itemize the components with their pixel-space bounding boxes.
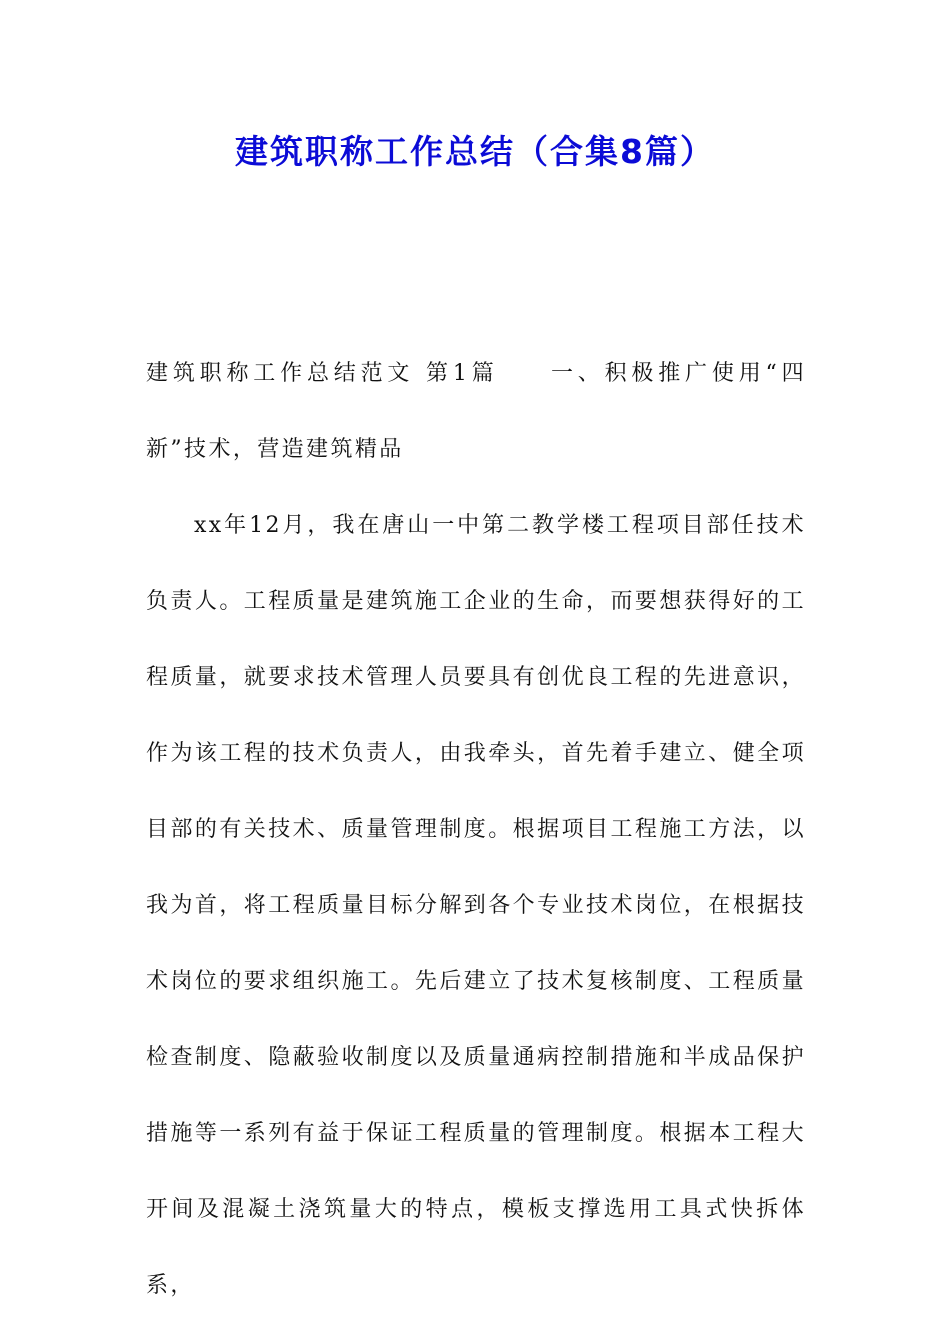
section-label: 建筑职称工作总结范文 第1篇 xyxy=(146,361,499,386)
document-body xyxy=(146,336,806,1324)
section-heading: 一、积极推广使用“四新”技术，营造建筑精品 xyxy=(146,361,806,462)
paragraph: xx年12月，我在唐山一中第二教学楼工程项目部任技术负责人。工程质量是建筑施工企业的生命，而要想获得好的工程质量，就要求技术管理人员要具有创优良工程的先进意识，作为该工程的技术负责人，由我牵头，首先着手建立、健全项目部的有关技术、质量管理制度。根据项目工程施工方法，以我为首，将工程质量目标分解到各个专业技术岗位，在根据技术岗位的要求组织施工。先后建立了技术复核制度、工程质量检查制度、隐蔽验收制度以及质量通病控制措施和半成品保护措施等一系列有益于保证工程质量的管理制度。根据本工程大开间及混凝土浇筑量大的特点，模板支撑选用工具式快拆体系， xyxy=(146,513,806,1298)
document-title: 建筑职称工作总结（合集8篇） xyxy=(235,132,715,171)
section-heading-line xyxy=(146,336,806,488)
